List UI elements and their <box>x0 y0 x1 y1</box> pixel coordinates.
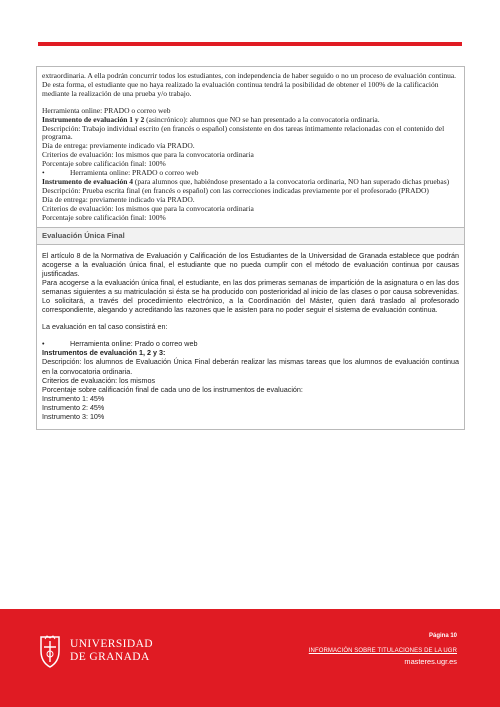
instrument-4-title: Instrumento de evaluación 4 <box>42 176 134 186</box>
tool-line: Herramienta online: PRADO o correo web <box>42 105 171 115</box>
unica-paragraph-3: La evaluación en tal caso consistirá en: <box>42 322 168 332</box>
instrument-4-percentage: Porcentaje sobre calificación final: 100% <box>42 212 166 222</box>
page-number: Página 10 <box>428 633 457 639</box>
instrument-4-delivery: Día de entrega: previamente indicado vía PRADO. <box>42 194 195 204</box>
unica-instrument-1: Instrumento 1: 45% <box>42 393 105 403</box>
bullet-marker: • <box>42 168 45 178</box>
unica-description: Descripción: los alumnos de Evaluación Única Final deberán realizar las mismas tareas que los alumnos de evaluación continua en la convocatoria ordinaria. <box>42 357 459 376</box>
titulaciones-info-link[interactable]: INFORMACIÓN SOBRE TITULACIONES DE LA UGR <box>308 648 457 654</box>
evaluation-table <box>36 66 465 430</box>
header-red-rule <box>38 42 462 46</box>
tool-line-2: Herramienta online: PRADO o correo web <box>70 168 199 178</box>
instrument-1-2-description: Descripción: Trabajo individual escrito (en francés o español) consistente en dos tareas íntimamente relacionadas con el contenido del programa. <box>42 123 445 142</box>
bullet-marker: • <box>42 339 45 349</box>
extraordinary-paragraph: extraordinaria. A ella podrán concurrir todos los estudiantes, con independencia de haber seguido o no un proceso de evaluación continua. De esta forma, el estudiante que no haya realizado la evaluación continua tendrá la posibilidad de obtener el 100% de la calificación mediante la realización de una prueba y/o trabajo. <box>42 71 457 98</box>
footer-band <box>0 609 500 707</box>
university-name-line-1: UNIVERSIDAD <box>70 638 153 650</box>
instrument-1-2-delivery: Día de entrega: previamente indicado vía PRADO. <box>42 141 195 151</box>
unica-tool: Herramienta online: Prado o correo web <box>70 339 198 349</box>
instrument-1-2-percentage: Porcentaje sobre calificación final: 100% <box>42 159 166 169</box>
university-name <box>70 638 153 663</box>
unica-paragraph-1: El artículo 8 de la Normativa de Evaluación y Calificación de los Estudiantes de la Universidad de Granada establece que podrán acogerse a la evaluación única final, el estudiante que no pueda cumplir con el método de evaluación continua por causas justificadas. <box>42 250 459 278</box>
unica-tool-line <box>42 339 459 348</box>
unica-instruments-title-text: Instrumentos de evaluación 1, 2 y 3: <box>42 348 166 358</box>
website-link[interactable]: masteres.ugr.es <box>404 657 457 666</box>
unica-instruments-title <box>42 348 459 357</box>
continuous-evaluation-cell <box>37 67 464 227</box>
university-name-line-2: DE GRANADA <box>70 650 150 663</box>
instrument-1-2-note: (asincrónico): alumnos que NO se han presentado a la convocatoria ordinaria. <box>144 114 380 124</box>
unica-evaluation-cell <box>37 245 464 430</box>
unica-criteria: Criterios de evaluación: los mismos <box>42 375 156 385</box>
unica-percentage-intro: Porcentaje sobre calificación final de cada uno de los instrumentos de evaluación: <box>42 384 303 394</box>
unica-instrument-3: Instrumento 3: 10% <box>42 412 105 421</box>
instrument-1-2-title: Instrumento de evaluación 1 y 2 <box>42 114 145 124</box>
instrument-4-description: Descripción: Prueba escrita final (en francés o español) con las correcciones indicadas previamente por el profesorado (PRADO) <box>42 185 429 195</box>
instrument-1-2-criteria: Criterios de evaluación: los mismos que para la convocatoria ordinaria <box>42 150 254 160</box>
instrument-4-note: (para alumnos que, habiéndose presentado a la convocatoria ordinaria, NO han superado dichas pruebas) <box>133 176 450 186</box>
unica-instrument-2: Instrumento 2: 45% <box>42 402 105 412</box>
unica-paragraph-2: Para acogerse a la evaluación única final, el estudiante, en las dos primeras semanas de impartición de la asignatura o en las dos semanas siguientes a su matriculación si ésta se ha producido con posterioridad al inicio de las clases o por causa sobrevenidas. Lo solicitará, a través del procedimiento electrónico, a la Coordinación del Máster, quien dará traslado al profesorado correspondiente, alegando y acreditando las razones que le asisten para no poder seguir el sistema de evaluación continua. <box>42 277 459 315</box>
university-crest-icon <box>38 635 62 669</box>
section-heading-unica: Evaluación Única Final <box>37 227 464 245</box>
instrument-4-criteria: Criterios de evaluación: los mismos que para la convocatoria ordinaria <box>42 203 254 213</box>
